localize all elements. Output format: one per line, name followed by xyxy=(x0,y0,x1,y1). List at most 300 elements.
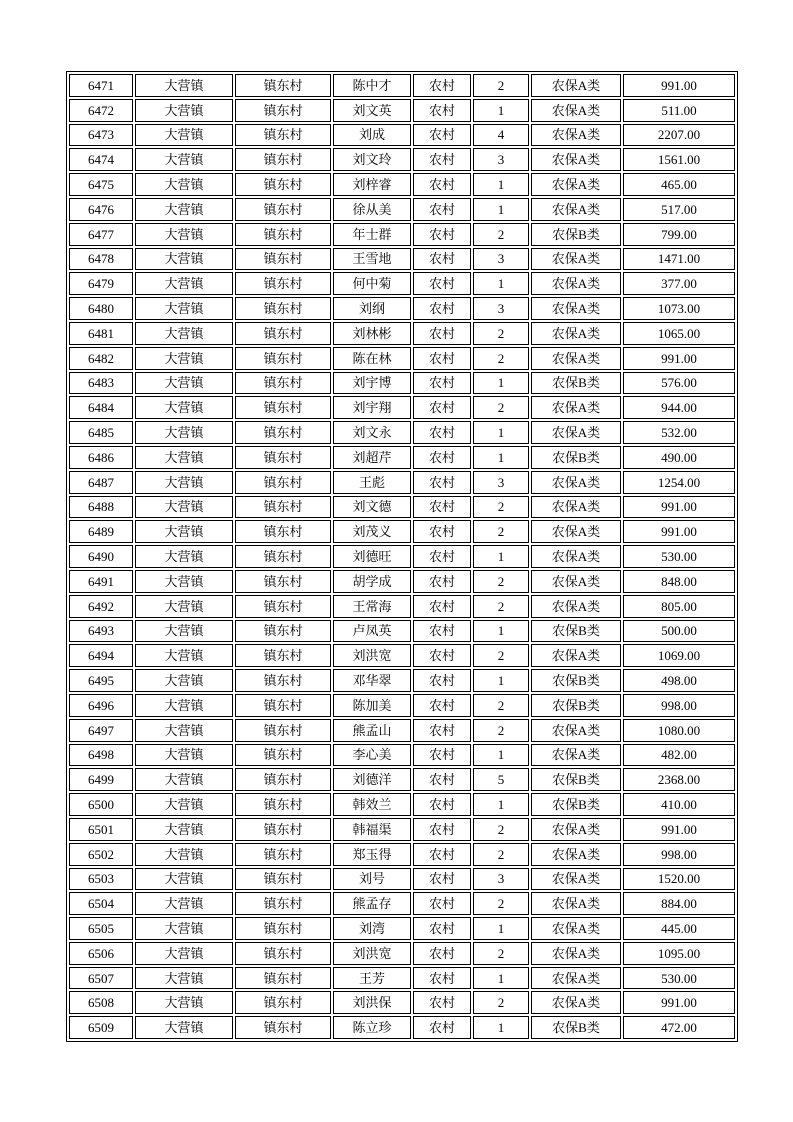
cell-town: 大营镇 xyxy=(135,545,233,568)
cell-person-count: 2 xyxy=(473,818,529,841)
cell-residence-type: 农村 xyxy=(413,396,471,419)
cell-village: 镇东村 xyxy=(235,644,331,667)
table-row xyxy=(69,942,735,965)
cell-insurance-category: 农保A类 xyxy=(531,124,621,147)
cell-insurance-category: 农保A类 xyxy=(531,570,621,593)
table-row xyxy=(69,793,735,816)
cell-person-count: 1 xyxy=(473,99,529,122)
cell-insurance-category: 农保A类 xyxy=(531,396,621,419)
cell-insurance-category: 农保A类 xyxy=(531,520,621,543)
cell-person-name: 刘洪保 xyxy=(333,991,411,1014)
table-row xyxy=(69,570,735,593)
cell-serial-number: 6494 xyxy=(69,644,133,667)
cell-village: 镇东村 xyxy=(235,620,331,643)
cell-person-count: 1 xyxy=(473,272,529,295)
table-row xyxy=(69,520,735,543)
cell-person-name: 刘文英 xyxy=(333,99,411,122)
table-row xyxy=(69,173,735,196)
cell-person-count: 1 xyxy=(473,917,529,940)
cell-residence-type: 农村 xyxy=(413,223,471,246)
cell-person-name: 王常海 xyxy=(333,595,411,618)
cell-amount: 2207.00 xyxy=(623,124,735,147)
cell-town: 大营镇 xyxy=(135,818,233,841)
cell-insurance-category: 农保A类 xyxy=(531,991,621,1014)
table-row xyxy=(69,421,735,444)
cell-residence-type: 农村 xyxy=(413,297,471,320)
cell-person-count: 1 xyxy=(473,744,529,767)
cell-person-count: 1 xyxy=(473,372,529,395)
cell-insurance-category: 农保A类 xyxy=(531,868,621,891)
cell-amount: 1069.00 xyxy=(623,644,735,667)
cell-person-name: 李心美 xyxy=(333,744,411,767)
cell-town: 大营镇 xyxy=(135,471,233,494)
cell-town: 大营镇 xyxy=(135,99,233,122)
cell-serial-number: 6473 xyxy=(69,124,133,147)
cell-village: 镇东村 xyxy=(235,1016,331,1039)
cell-person-count: 2 xyxy=(473,322,529,345)
cell-residence-type: 农村 xyxy=(413,595,471,618)
cell-serial-number: 6498 xyxy=(69,744,133,767)
cell-village: 镇东村 xyxy=(235,396,331,419)
cell-town: 大营镇 xyxy=(135,421,233,444)
table-row xyxy=(69,744,735,767)
cell-person-count: 1 xyxy=(473,793,529,816)
cell-person-count: 1 xyxy=(473,620,529,643)
cell-person-name: 陈在林 xyxy=(333,347,411,370)
cell-residence-type: 农村 xyxy=(413,545,471,568)
cell-village: 镇东村 xyxy=(235,719,331,742)
cell-serial-number: 6476 xyxy=(69,198,133,221)
cell-serial-number: 6509 xyxy=(69,1016,133,1039)
table-row xyxy=(69,372,735,395)
cell-serial-number: 6505 xyxy=(69,917,133,940)
cell-residence-type: 农村 xyxy=(413,272,471,295)
cell-residence-type: 农村 xyxy=(413,347,471,370)
cell-town: 大营镇 xyxy=(135,694,233,717)
cell-amount: 1065.00 xyxy=(623,322,735,345)
cell-insurance-category: 农保A类 xyxy=(531,843,621,866)
cell-person-count: 3 xyxy=(473,248,529,271)
cell-residence-type: 农村 xyxy=(413,248,471,271)
cell-residence-type: 农村 xyxy=(413,917,471,940)
cell-town: 大营镇 xyxy=(135,570,233,593)
cell-town: 大营镇 xyxy=(135,223,233,246)
cell-residence-type: 农村 xyxy=(413,520,471,543)
cell-person-count: 2 xyxy=(473,496,529,519)
cell-person-name: 熊孟山 xyxy=(333,719,411,742)
cell-person-name: 邓华翠 xyxy=(333,669,411,692)
table-row xyxy=(69,694,735,717)
cell-residence-type: 农村 xyxy=(413,570,471,593)
cell-insurance-category: 农保A类 xyxy=(531,421,621,444)
cell-person-count: 4 xyxy=(473,124,529,147)
cell-amount: 991.00 xyxy=(623,818,735,841)
cell-person-name: 韩福渠 xyxy=(333,818,411,841)
table-row xyxy=(69,74,735,97)
cell-residence-type: 农村 xyxy=(413,719,471,742)
cell-town: 大营镇 xyxy=(135,446,233,469)
cell-serial-number: 6483 xyxy=(69,372,133,395)
cell-serial-number: 6503 xyxy=(69,868,133,891)
cell-amount: 1471.00 xyxy=(623,248,735,271)
cell-village: 镇东村 xyxy=(235,99,331,122)
table-row xyxy=(69,124,735,147)
cell-person-name: 刘洪宽 xyxy=(333,942,411,965)
cell-village: 镇东村 xyxy=(235,967,331,990)
cell-residence-type: 农村 xyxy=(413,843,471,866)
cell-town: 大营镇 xyxy=(135,322,233,345)
cell-amount: 500.00 xyxy=(623,620,735,643)
cell-town: 大营镇 xyxy=(135,198,233,221)
cell-town: 大营镇 xyxy=(135,991,233,1014)
cell-village: 镇东村 xyxy=(235,248,331,271)
cell-amount: 944.00 xyxy=(623,396,735,419)
cell-person-count: 1 xyxy=(473,198,529,221)
cell-village: 镇东村 xyxy=(235,297,331,320)
cell-insurance-category: 农保B类 xyxy=(531,620,621,643)
cell-insurance-category: 农保A类 xyxy=(531,148,621,171)
cell-person-count: 3 xyxy=(473,148,529,171)
cell-person-count: 2 xyxy=(473,843,529,866)
cell-village: 镇东村 xyxy=(235,545,331,568)
cell-residence-type: 农村 xyxy=(413,74,471,97)
cell-village: 镇东村 xyxy=(235,198,331,221)
cell-person-name: 陈加美 xyxy=(333,694,411,717)
cell-insurance-category: 农保A类 xyxy=(531,99,621,122)
cell-village: 镇东村 xyxy=(235,868,331,891)
cell-residence-type: 农村 xyxy=(413,967,471,990)
table-row xyxy=(69,148,735,171)
cell-person-name: 熊孟存 xyxy=(333,892,411,915)
cell-amount: 482.00 xyxy=(623,744,735,767)
cell-serial-number: 6471 xyxy=(69,74,133,97)
cell-serial-number: 6488 xyxy=(69,496,133,519)
table-row xyxy=(69,248,735,271)
cell-amount: 511.00 xyxy=(623,99,735,122)
cell-insurance-category: 农保A类 xyxy=(531,347,621,370)
cell-village: 镇东村 xyxy=(235,347,331,370)
cell-insurance-category: 农保A类 xyxy=(531,322,621,345)
cell-serial-number: 6491 xyxy=(69,570,133,593)
cell-residence-type: 农村 xyxy=(413,768,471,791)
cell-village: 镇东村 xyxy=(235,892,331,915)
table-row xyxy=(69,471,735,494)
cell-serial-number: 6479 xyxy=(69,272,133,295)
cell-person-count: 2 xyxy=(473,74,529,97)
cell-village: 镇东村 xyxy=(235,818,331,841)
cell-town: 大营镇 xyxy=(135,793,233,816)
cell-person-count: 2 xyxy=(473,892,529,915)
cell-amount: 1254.00 xyxy=(623,471,735,494)
cell-village: 镇东村 xyxy=(235,669,331,692)
cell-person-count: 2 xyxy=(473,719,529,742)
cell-village: 镇东村 xyxy=(235,74,331,97)
cell-person-name: 刘林彬 xyxy=(333,322,411,345)
cell-serial-number: 6499 xyxy=(69,768,133,791)
cell-residence-type: 农村 xyxy=(413,496,471,519)
table-row xyxy=(69,868,735,891)
cell-amount: 532.00 xyxy=(623,421,735,444)
cell-person-name: 刘德洋 xyxy=(333,768,411,791)
cell-person-count: 1 xyxy=(473,545,529,568)
cell-town: 大营镇 xyxy=(135,74,233,97)
cell-village: 镇东村 xyxy=(235,421,331,444)
cell-town: 大营镇 xyxy=(135,124,233,147)
cell-residence-type: 农村 xyxy=(413,148,471,171)
cell-residence-type: 农村 xyxy=(413,644,471,667)
cell-insurance-category: 农保A类 xyxy=(531,173,621,196)
cell-insurance-category: 农保B类 xyxy=(531,694,621,717)
table-row xyxy=(69,719,735,742)
cell-insurance-category: 农保A类 xyxy=(531,471,621,494)
cell-amount: 799.00 xyxy=(623,223,735,246)
cell-amount: 991.00 xyxy=(623,520,735,543)
cell-town: 大营镇 xyxy=(135,496,233,519)
cell-insurance-category: 农保A类 xyxy=(531,942,621,965)
cell-town: 大营镇 xyxy=(135,372,233,395)
table-row xyxy=(69,768,735,791)
cell-serial-number: 6495 xyxy=(69,669,133,692)
cell-person-name: 卢凤英 xyxy=(333,620,411,643)
cell-amount: 848.00 xyxy=(623,570,735,593)
cell-person-count: 2 xyxy=(473,396,529,419)
cell-residence-type: 农村 xyxy=(413,793,471,816)
cell-insurance-category: 农保A类 xyxy=(531,496,621,519)
cell-residence-type: 农村 xyxy=(413,991,471,1014)
table-row xyxy=(69,446,735,469)
cell-residence-type: 农村 xyxy=(413,124,471,147)
cell-amount: 1080.00 xyxy=(623,719,735,742)
records-table-body xyxy=(69,74,735,1039)
cell-town: 大营镇 xyxy=(135,272,233,295)
cell-village: 镇东村 xyxy=(235,942,331,965)
cell-person-name: 何中菊 xyxy=(333,272,411,295)
table-row xyxy=(69,297,735,320)
cell-person-count: 3 xyxy=(473,471,529,494)
cell-amount: 991.00 xyxy=(623,496,735,519)
cell-residence-type: 农村 xyxy=(413,818,471,841)
cell-amount: 1073.00 xyxy=(623,297,735,320)
cell-town: 大营镇 xyxy=(135,768,233,791)
table-row xyxy=(69,272,735,295)
cell-town: 大营镇 xyxy=(135,644,233,667)
cell-person-count: 1 xyxy=(473,173,529,196)
table-row xyxy=(69,322,735,345)
cell-amount: 377.00 xyxy=(623,272,735,295)
cell-serial-number: 6501 xyxy=(69,818,133,841)
cell-village: 镇东村 xyxy=(235,520,331,543)
table-row xyxy=(69,991,735,1014)
cell-village: 镇东村 xyxy=(235,446,331,469)
cell-amount: 991.00 xyxy=(623,74,735,97)
table-row xyxy=(69,595,735,618)
cell-insurance-category: 农保B类 xyxy=(531,793,621,816)
cell-person-count: 2 xyxy=(473,694,529,717)
cell-person-count: 2 xyxy=(473,223,529,246)
cell-insurance-category: 农保A类 xyxy=(531,967,621,990)
table-row xyxy=(69,223,735,246)
table-row xyxy=(69,967,735,990)
cell-person-name: 胡学成 xyxy=(333,570,411,593)
cell-amount: 991.00 xyxy=(623,347,735,370)
cell-village: 镇东村 xyxy=(235,570,331,593)
cell-residence-type: 农村 xyxy=(413,421,471,444)
cell-amount: 2368.00 xyxy=(623,768,735,791)
cell-person-name: 陈中才 xyxy=(333,74,411,97)
cell-village: 镇东村 xyxy=(235,694,331,717)
cell-serial-number: 6478 xyxy=(69,248,133,271)
cell-person-count: 1 xyxy=(473,967,529,990)
cell-person-name: 刘成 xyxy=(333,124,411,147)
cell-person-name: 刘超芹 xyxy=(333,446,411,469)
cell-amount: 530.00 xyxy=(623,545,735,568)
cell-amount: 576.00 xyxy=(623,372,735,395)
cell-person-name: 韩效兰 xyxy=(333,793,411,816)
cell-serial-number: 6474 xyxy=(69,148,133,171)
cell-serial-number: 6490 xyxy=(69,545,133,568)
cell-insurance-category: 农保A类 xyxy=(531,917,621,940)
cell-village: 镇东村 xyxy=(235,471,331,494)
cell-serial-number: 6507 xyxy=(69,967,133,990)
cell-residence-type: 农村 xyxy=(413,173,471,196)
table-row xyxy=(69,347,735,370)
table-row xyxy=(69,644,735,667)
cell-serial-number: 6502 xyxy=(69,843,133,866)
table-row xyxy=(69,818,735,841)
cell-person-name: 刘梓睿 xyxy=(333,173,411,196)
cell-amount: 517.00 xyxy=(623,198,735,221)
cell-insurance-category: 农保A类 xyxy=(531,719,621,742)
cell-residence-type: 农村 xyxy=(413,744,471,767)
cell-serial-number: 6493 xyxy=(69,620,133,643)
cell-insurance-category: 农保A类 xyxy=(531,198,621,221)
table-row xyxy=(69,1016,735,1039)
cell-residence-type: 农村 xyxy=(413,198,471,221)
cell-serial-number: 6472 xyxy=(69,99,133,122)
cell-serial-number: 6489 xyxy=(69,520,133,543)
cell-village: 镇东村 xyxy=(235,917,331,940)
cell-insurance-category: 农保A类 xyxy=(531,744,621,767)
cell-town: 大营镇 xyxy=(135,248,233,271)
payment-roster-table xyxy=(66,71,738,1042)
cell-person-count: 1 xyxy=(473,1016,529,1039)
cell-person-count: 3 xyxy=(473,297,529,320)
table-row xyxy=(69,198,735,221)
table-row xyxy=(69,892,735,915)
cell-person-name: 刘洪宽 xyxy=(333,644,411,667)
cell-residence-type: 农村 xyxy=(413,942,471,965)
cell-village: 镇东村 xyxy=(235,991,331,1014)
cell-residence-type: 农村 xyxy=(413,1016,471,1039)
cell-serial-number: 6497 xyxy=(69,719,133,742)
cell-insurance-category: 农保B类 xyxy=(531,372,621,395)
cell-person-name: 刘文德 xyxy=(333,496,411,519)
table-row xyxy=(69,496,735,519)
cell-town: 大营镇 xyxy=(135,595,233,618)
cell-serial-number: 6480 xyxy=(69,297,133,320)
cell-person-name: 刘茂义 xyxy=(333,520,411,543)
table-row xyxy=(69,545,735,568)
cell-insurance-category: 农保A类 xyxy=(531,248,621,271)
table-row xyxy=(69,99,735,122)
cell-serial-number: 6486 xyxy=(69,446,133,469)
cell-residence-type: 农村 xyxy=(413,669,471,692)
cell-town: 大营镇 xyxy=(135,744,233,767)
cell-town: 大营镇 xyxy=(135,173,233,196)
cell-town: 大营镇 xyxy=(135,620,233,643)
cell-person-name: 刘宇博 xyxy=(333,372,411,395)
cell-amount: 445.00 xyxy=(623,917,735,940)
cell-serial-number: 6484 xyxy=(69,396,133,419)
cell-insurance-category: 农保A类 xyxy=(531,545,621,568)
cell-serial-number: 6496 xyxy=(69,694,133,717)
cell-serial-number: 6477 xyxy=(69,223,133,246)
cell-town: 大营镇 xyxy=(135,942,233,965)
table-row xyxy=(69,843,735,866)
cell-village: 镇东村 xyxy=(235,148,331,171)
cell-person-count: 2 xyxy=(473,595,529,618)
cell-village: 镇东村 xyxy=(235,843,331,866)
cell-person-name: 王彪 xyxy=(333,471,411,494)
cell-serial-number: 6482 xyxy=(69,347,133,370)
cell-residence-type: 农村 xyxy=(413,892,471,915)
cell-town: 大营镇 xyxy=(135,520,233,543)
cell-person-count: 1 xyxy=(473,421,529,444)
cell-insurance-category: 农保B类 xyxy=(531,446,621,469)
cell-insurance-category: 农保A类 xyxy=(531,595,621,618)
cell-person-count: 2 xyxy=(473,520,529,543)
cell-person-count: 2 xyxy=(473,644,529,667)
cell-serial-number: 6506 xyxy=(69,942,133,965)
cell-insurance-category: 农保B类 xyxy=(531,669,621,692)
cell-person-count: 1 xyxy=(473,446,529,469)
cell-town: 大营镇 xyxy=(135,669,233,692)
cell-residence-type: 农村 xyxy=(413,471,471,494)
cell-insurance-category: 农保B类 xyxy=(531,223,621,246)
cell-person-name: 刘湾 xyxy=(333,917,411,940)
cell-amount: 884.00 xyxy=(623,892,735,915)
cell-person-count: 1 xyxy=(473,669,529,692)
cell-person-name: 郑玉得 xyxy=(333,843,411,866)
cell-serial-number: 6485 xyxy=(69,421,133,444)
cell-insurance-category: 农保A类 xyxy=(531,818,621,841)
cell-town: 大营镇 xyxy=(135,396,233,419)
cell-residence-type: 农村 xyxy=(413,99,471,122)
cell-residence-type: 农村 xyxy=(413,372,471,395)
cell-residence-type: 农村 xyxy=(413,322,471,345)
cell-town: 大营镇 xyxy=(135,892,233,915)
cell-amount: 998.00 xyxy=(623,694,735,717)
cell-person-name: 王雪地 xyxy=(333,248,411,271)
cell-town: 大营镇 xyxy=(135,719,233,742)
cell-amount: 805.00 xyxy=(623,595,735,618)
cell-person-name: 刘纲 xyxy=(333,297,411,320)
cell-village: 镇东村 xyxy=(235,223,331,246)
cell-village: 镇东村 xyxy=(235,124,331,147)
cell-village: 镇东村 xyxy=(235,744,331,767)
cell-town: 大营镇 xyxy=(135,843,233,866)
cell-amount: 410.00 xyxy=(623,793,735,816)
cell-town: 大营镇 xyxy=(135,347,233,370)
cell-village: 镇东村 xyxy=(235,173,331,196)
cell-insurance-category: 农保A类 xyxy=(531,644,621,667)
cell-person-name: 年士群 xyxy=(333,223,411,246)
cell-person-name: 徐从美 xyxy=(333,198,411,221)
cell-town: 大营镇 xyxy=(135,297,233,320)
cell-person-count: 2 xyxy=(473,347,529,370)
cell-residence-type: 农村 xyxy=(413,446,471,469)
cell-village: 镇东村 xyxy=(235,793,331,816)
